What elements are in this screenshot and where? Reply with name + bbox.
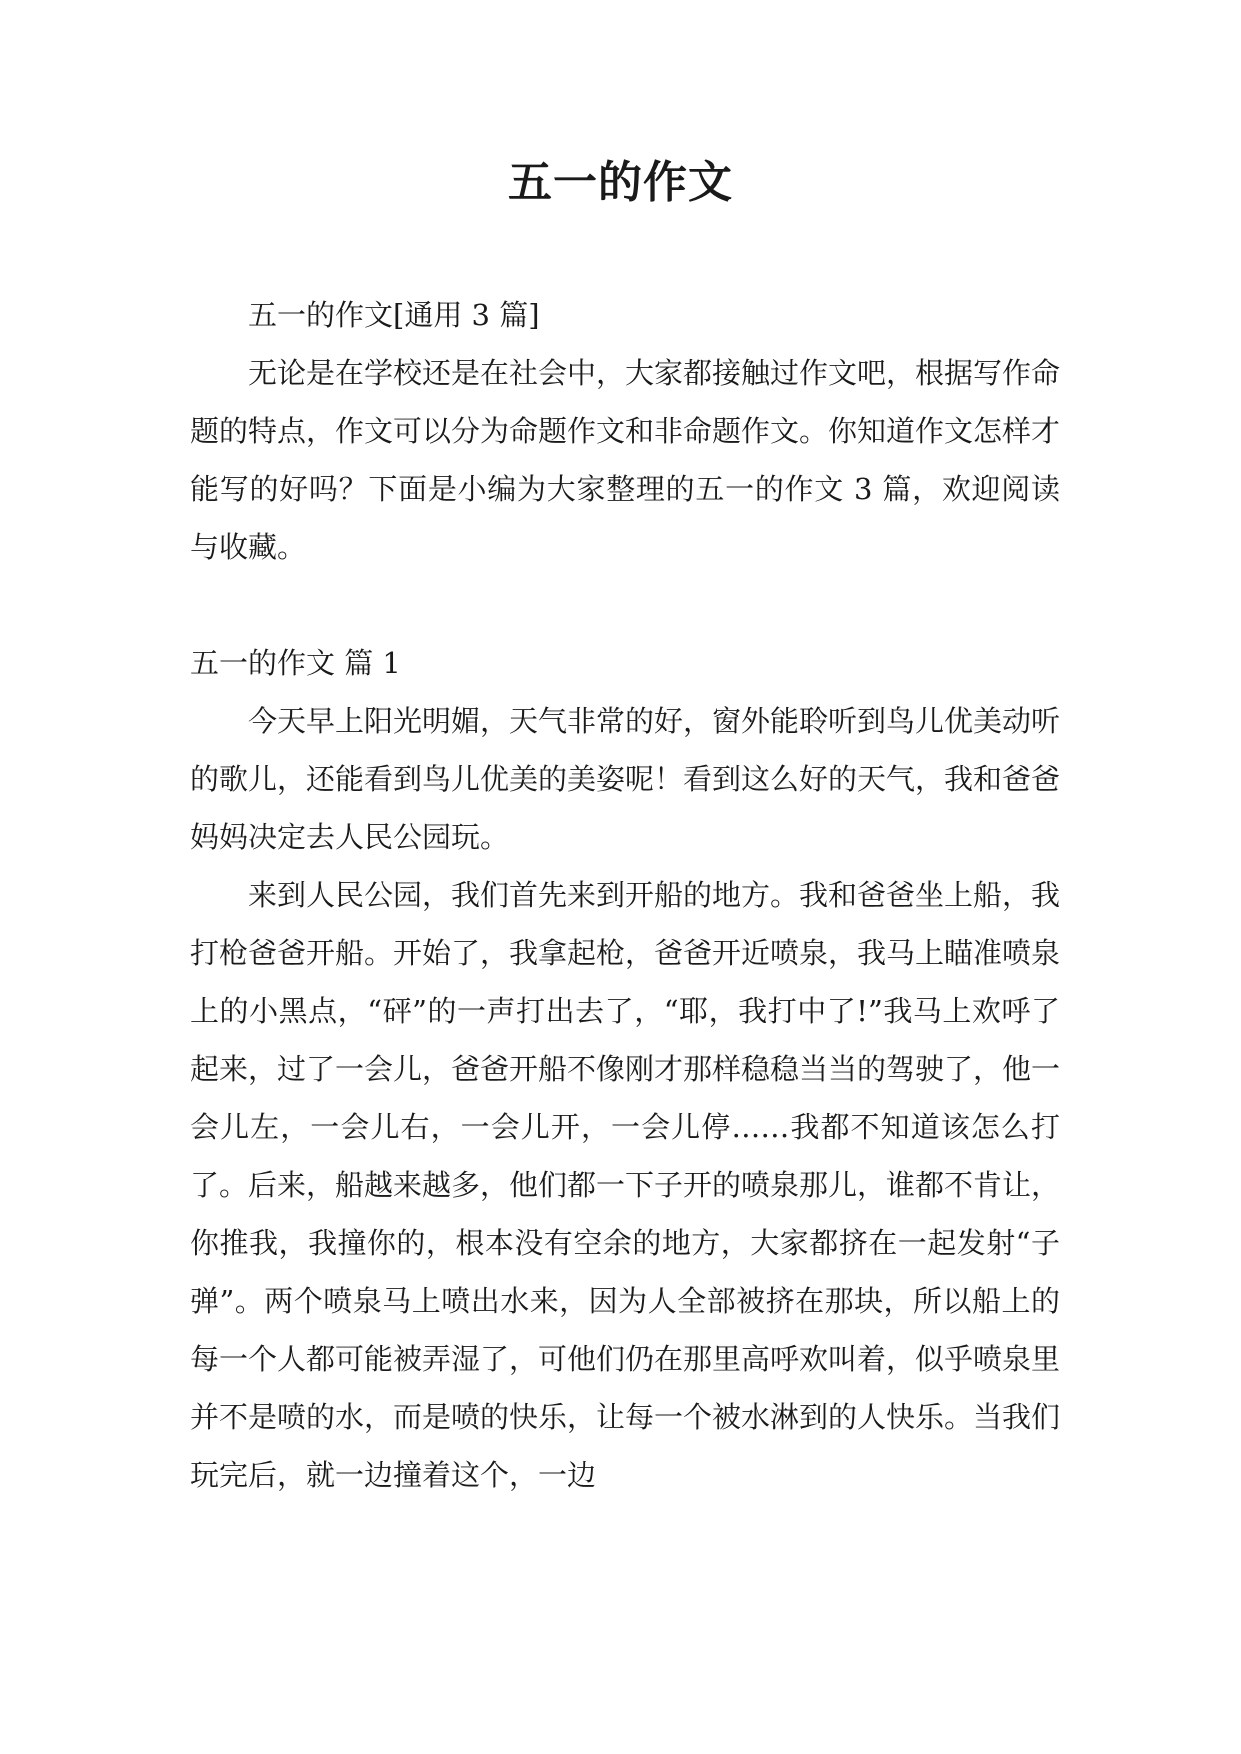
document-subtitle: 五一的作文[通用 3 篇] bbox=[248, 298, 540, 332]
intro-paragraph: 无论是在学校还是在社会中，大家都接触过作文吧，根据写作命题的特点，作文可以分为命题作文和非命题作文。你知道作文怎样才能写的好吗？下面是小编为大家整理的五一的作文 3 篇，欢迎阅读与收藏。 bbox=[190, 356, 1061, 564]
body-paragraph: 来到人民公园，我们首先来到开船的地方。我和爸爸坐上船，我打枪爸爸开船。开始了，我拿起枪，爸爸开近喷泉，我马上瞄准喷泉上的小黑点，“砰”的一声打出去了，“耶，我打中了!”我马上欢呼了起来，过了一会儿，爸爸开船不像刚才那样稳稳当当的驾驶了，他一会儿左，一会儿右，一会儿开，一会儿停……我都不知道该怎么打了。后来，船越来越多，他们都一下子开的喷泉那儿，谁都不肯让，你推我，我撞你的，根本没有空余的地方，大家都挤在一起发射“子弹”。两个喷泉马上喷出水来，因为人全部被挤在那块，所以船上的每一个人都可能被弄湿了，可他们仍在那里高呼欢叫着，似乎喷泉里并不是喷的水，而是喷的快乐，让每一个被水淋到的人快乐。当我们玩完后，就一边撞着这个，一边 bbox=[190, 878, 1061, 1492]
section-heading: 五一的作文 篇 1 bbox=[190, 646, 401, 680]
body-paragraph: 今天早上阳光明媚，天气非常的好，窗外能聆听到鸟儿优美动听的歌儿，还能看到鸟儿优美的美姿呢！看到这么好的天气，我和爸爸妈妈决定去人民公园玩。 bbox=[190, 704, 1061, 854]
document-title: 五一的作文 bbox=[508, 157, 733, 208]
document-body bbox=[190, 286, 1060, 1504]
